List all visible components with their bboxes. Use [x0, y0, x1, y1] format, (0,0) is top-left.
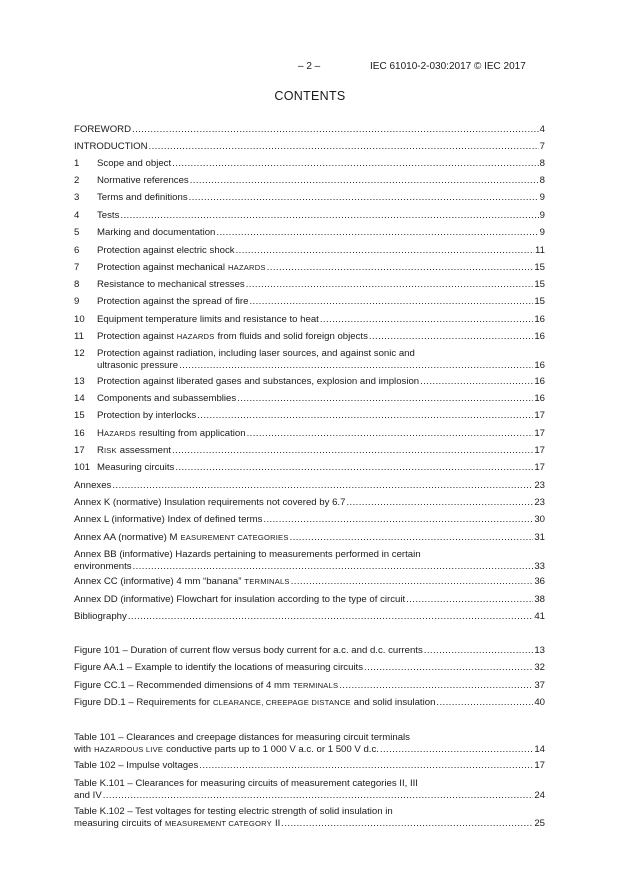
defined-term: MEASUREMENT CATEGORY	[164, 819, 272, 828]
toc-entry[interactable]	[74, 410, 545, 422]
standard-identifier: IEC 61010-2-030:2017 © IEC 2017	[370, 61, 526, 72]
entry-title: Equipment temperature limits and resistance to heat	[97, 314, 319, 325]
entry-title-cont: resulting from application	[138, 428, 246, 439]
toc-entry[interactable]	[74, 141, 545, 153]
page-ref: 15	[534, 279, 545, 290]
toc-entry[interactable]	[74, 331, 545, 343]
toc-entry[interactable]	[74, 245, 545, 257]
dot-leader	[291, 576, 534, 588]
toc-entry[interactable]	[74, 697, 545, 709]
page-ref: 13	[534, 645, 545, 656]
entry-title: Figure 101 – Duration of current flow versus body current for a.c. and d.c. currents	[74, 645, 423, 656]
entry-line	[74, 331, 545, 343]
toc-entry[interactable]	[74, 549, 545, 573]
entry-title-line	[74, 806, 545, 818]
entry-title: Protection against the spread of fire	[97, 296, 249, 307]
section-number: 2	[74, 175, 80, 186]
toc-entry[interactable]	[74, 497, 545, 509]
page-ref: 9	[539, 210, 545, 221]
section-number: 11	[74, 331, 84, 342]
page-ref: 32	[534, 662, 545, 673]
entry-line	[74, 697, 545, 709]
entry-title: Scope and object	[97, 158, 172, 169]
entry-line	[74, 245, 545, 257]
entry-title: and IV	[74, 790, 102, 801]
toc-entry[interactable]	[74, 662, 545, 674]
entry-line	[74, 680, 545, 692]
dot-leader	[364, 662, 533, 674]
entry-title: Resistance to mechanical stresses	[97, 279, 245, 290]
entry-title: with	[74, 744, 92, 755]
page-ref: 38	[534, 594, 545, 605]
entry-title: Protection against	[97, 331, 174, 342]
dot-leader	[197, 410, 533, 422]
entry-line	[74, 141, 545, 153]
dot-leader	[263, 514, 533, 526]
entry-line	[74, 462, 545, 474]
toc-entry[interactable]	[74, 348, 545, 372]
page-ref: 17	[534, 428, 545, 439]
toc-entry[interactable]	[74, 760, 545, 772]
entry-line	[74, 314, 545, 326]
page-ref: 14	[534, 744, 545, 755]
toc-entry[interactable]	[74, 210, 545, 222]
entry-title: Protection against radiation, including laser sources, and against sonic and	[97, 348, 415, 359]
dot-leader	[424, 645, 534, 657]
dot-leader	[346, 497, 533, 509]
section-number: 15	[74, 410, 85, 421]
dot-leader	[172, 445, 533, 457]
defined-term: HAZARDS	[176, 332, 215, 341]
entry-title: Protection against mechanical	[97, 262, 225, 273]
entry-title-line	[74, 778, 545, 790]
entry-title: Figure DD.1 – Requirements for	[74, 697, 210, 708]
entry-title: Annex AA (normative) M	[74, 532, 178, 543]
dot-leader	[290, 532, 534, 544]
section-number: 8	[74, 279, 80, 290]
entry-title-cont: and solid insulation	[353, 697, 436, 708]
entry-line	[74, 561, 545, 573]
toc-entry[interactable]	[74, 514, 545, 526]
page-ref: 40	[534, 697, 545, 708]
section-number: 5	[74, 227, 80, 238]
section-number: 7	[74, 262, 80, 273]
dot-leader	[420, 376, 533, 388]
entry-line	[74, 192, 545, 204]
page-ref: 16	[534, 376, 545, 387]
dot-leader	[249, 296, 533, 308]
toc-entry[interactable]	[74, 778, 545, 802]
entry-line	[74, 376, 545, 388]
section-number: 1	[74, 158, 80, 169]
entry-line	[74, 532, 545, 544]
page-ref: 23	[534, 497, 545, 508]
entry-title: R	[97, 445, 104, 456]
page-ref: 37	[534, 680, 545, 691]
defined-term: AZARDS	[103, 429, 136, 438]
page-ref: 36	[534, 576, 545, 587]
entry-title-cont: conductive parts up to 1 000 V a.c. or 1 500 V d.c.	[166, 744, 379, 755]
dot-leader	[112, 480, 533, 492]
entry-line	[74, 296, 545, 308]
section-number: 9	[74, 296, 80, 307]
page-ref: 4	[539, 124, 545, 135]
entry-line	[74, 662, 545, 674]
toc-entry[interactable]	[74, 428, 545, 440]
page-ref: 16	[534, 331, 545, 342]
entry-line	[74, 393, 545, 405]
toc-entry[interactable]	[74, 227, 545, 239]
entry-title: Tests	[97, 210, 120, 221]
dot-leader	[267, 262, 534, 274]
dot-leader	[179, 360, 533, 372]
defined-term: HAZARDOUS LIVE	[94, 745, 164, 754]
entry-title: Annex K (normative) Insulation requirements not covered by 6.7	[74, 497, 346, 508]
toc-entry[interactable]	[74, 462, 545, 474]
toc-entry[interactable]	[74, 314, 545, 326]
entry-title: Table K.101 – Clearances for measuring circuits of measurement categories II, III	[74, 778, 418, 789]
entry-line	[74, 175, 545, 187]
page-ref: 7	[539, 141, 545, 152]
dot-leader	[133, 561, 534, 573]
entry-title-cont: II	[274, 818, 281, 829]
entry-line	[74, 158, 545, 170]
entry-title-cont: from fluids and solid foreign objects	[217, 331, 368, 342]
entry-title: Figure CC.1 – Recommended dimensions of 4 mm	[74, 680, 290, 691]
toc-entry[interactable]	[74, 806, 545, 830]
section-number: 101	[74, 462, 91, 473]
toc-entry[interactable]	[74, 296, 545, 308]
dot-leader	[189, 192, 539, 204]
page-ref: 8	[539, 158, 545, 169]
page-ref: 17	[534, 410, 545, 421]
dot-leader	[237, 393, 533, 405]
entry-line	[74, 279, 545, 291]
defined-term: HAZARDS	[228, 263, 266, 272]
entry-title-line	[74, 348, 545, 360]
toc-entry[interactable]	[74, 680, 545, 692]
dot-leader	[236, 245, 534, 257]
entry-title: Annex BB (informative) Hazards pertaining to measurements performed in certain	[74, 549, 421, 560]
dot-leader	[216, 227, 538, 239]
page-ref: 15	[534, 262, 545, 273]
dot-leader	[175, 462, 533, 474]
page-ref: 16	[534, 393, 545, 404]
dot-leader	[120, 210, 538, 222]
entry-line	[74, 645, 545, 657]
page-ref: 17	[534, 462, 545, 473]
toc-entry[interactable]	[74, 158, 545, 170]
entry-title: Components and subassemblies	[97, 393, 237, 404]
entry-title: Measuring circuits	[97, 462, 175, 473]
entry-line	[74, 790, 545, 802]
entry-title: H	[97, 428, 104, 439]
dot-leader	[132, 124, 539, 136]
dot-leader	[128, 611, 534, 623]
toc-entry[interactable]	[74, 175, 545, 187]
dot-leader	[380, 744, 533, 756]
entry-line	[74, 514, 545, 526]
entry-line	[74, 445, 545, 457]
dot-leader	[246, 279, 534, 291]
entry-title: Protection against electric shock	[97, 245, 235, 256]
page-ref: 16	[534, 360, 545, 371]
entry-line	[74, 124, 545, 136]
dot-leader	[281, 818, 533, 830]
toc-entry[interactable]	[74, 192, 545, 204]
dot-leader	[339, 680, 533, 692]
entry-title-line	[74, 732, 545, 744]
page-number: – 2 –	[298, 61, 321, 72]
entry-title: Normative references	[97, 175, 189, 186]
section-number: 16	[74, 428, 85, 439]
entry-line	[74, 818, 545, 830]
dot-leader	[369, 331, 533, 343]
page-ref: 33	[534, 561, 545, 572]
entry-line	[74, 428, 545, 440]
dot-leader	[103, 790, 534, 802]
toc-entry[interactable]	[74, 532, 545, 544]
entry-title: environments	[74, 561, 132, 572]
page-ref: 15	[534, 296, 545, 307]
toc-entry[interactable]	[74, 262, 545, 274]
toc-entry[interactable]	[74, 732, 545, 756]
dot-leader	[199, 760, 533, 772]
entry-line	[74, 360, 545, 372]
entry-line	[74, 210, 545, 222]
page-ref: 9	[539, 192, 545, 203]
entry-title: Table 102 – Impulse voltages	[74, 760, 199, 771]
toc-entry[interactable]	[74, 393, 545, 405]
entry-line	[74, 760, 545, 772]
page-ref: 24	[534, 790, 545, 801]
page-ref: 23	[534, 480, 545, 491]
entry-line	[74, 744, 545, 756]
dot-leader	[247, 428, 534, 440]
entry-line	[74, 611, 545, 623]
entry-title: Annexes	[74, 480, 112, 491]
section-number: 6	[74, 245, 80, 256]
toc-entry[interactable]	[74, 480, 545, 492]
entry-title: Figure AA.1 – Example to identify the locations of measuring circuits	[74, 662, 364, 673]
page-ref: 41	[534, 611, 545, 622]
entry-title: Bibliography	[74, 611, 127, 622]
entry-title-cont: assessment	[119, 445, 171, 456]
section-number: 4	[74, 210, 80, 221]
page-ref: 17	[534, 445, 545, 456]
entry-title: Terms and definitions	[97, 192, 188, 203]
page-header	[0, 61, 620, 75]
entry-line	[74, 480, 545, 492]
dot-leader	[172, 158, 539, 170]
section-number: 17	[74, 445, 85, 456]
toc-entry[interactable]	[74, 279, 545, 291]
page-ref: 17	[534, 760, 545, 771]
page-ref: 8	[539, 175, 545, 186]
entry-line	[74, 576, 545, 588]
entry-line	[74, 410, 545, 422]
page-title: CONTENTS	[274, 89, 346, 103]
entry-title: Table 101 – Clearances and creepage distances for measuring circuit terminals	[74, 732, 410, 743]
toc-entry[interactable]	[74, 376, 545, 388]
page-ref: 9	[539, 227, 545, 238]
defined-term: EASUREMENT CATEGORIES	[180, 533, 289, 542]
entry-title: FOREWORD	[74, 124, 132, 135]
entry-title: Table K.102 – Test voltages for testing electric strength of solid insulation in	[74, 806, 393, 817]
entry-title: ultrasonic pressure	[97, 360, 179, 371]
entry-title: measuring circuits of	[74, 818, 162, 829]
defined-term: ISK	[103, 446, 117, 455]
section-number: 13	[74, 376, 85, 387]
entry-title: Protection by interlocks	[97, 410, 197, 421]
page-ref: 31	[534, 532, 545, 543]
toc-entry[interactable]	[74, 645, 545, 657]
entry-line	[74, 227, 545, 239]
entry-title: Marking and documentation	[97, 227, 216, 238]
entry-title: INTRODUCTION	[74, 141, 148, 152]
dot-leader	[149, 141, 539, 153]
toc-entry[interactable]	[74, 576, 545, 588]
entry-title: Protection against liberated gases and substances, explosion and implosion	[97, 376, 420, 387]
dot-leader	[320, 314, 533, 326]
entry-line	[74, 262, 545, 274]
page-ref: 16	[534, 314, 545, 325]
entry-line	[74, 497, 545, 509]
defined-term: TERMINALS	[244, 577, 290, 586]
defined-term: TERMINALS	[292, 681, 339, 690]
page-ref: 11	[535, 245, 545, 256]
section-number: 12	[74, 348, 85, 359]
defined-term: CLEARANCE, CREEPAGE DISTANCE	[212, 698, 351, 707]
page-ref: 25	[534, 818, 545, 829]
dot-leader	[406, 594, 533, 606]
dot-leader	[190, 175, 539, 187]
toc-entry[interactable]	[74, 611, 545, 623]
entry-title-line	[74, 549, 545, 561]
entry-title: Annex CC (informative) 4 mm “banana”	[74, 576, 242, 587]
page-ref: 30	[534, 514, 545, 525]
toc-entry[interactable]	[74, 594, 545, 606]
entry-title: Annex DD (informative) Flowchart for insulation according to the type of circuit	[74, 594, 406, 605]
section-number: 14	[74, 393, 85, 404]
toc-entry[interactable]	[74, 445, 545, 457]
toc-entry[interactable]	[74, 124, 545, 136]
entry-line	[74, 594, 545, 606]
entry-title: Annex L (informative) Index of defined terms	[74, 514, 263, 525]
section-number: 10	[74, 314, 85, 325]
dot-leader	[436, 697, 533, 709]
section-number: 3	[74, 192, 80, 203]
